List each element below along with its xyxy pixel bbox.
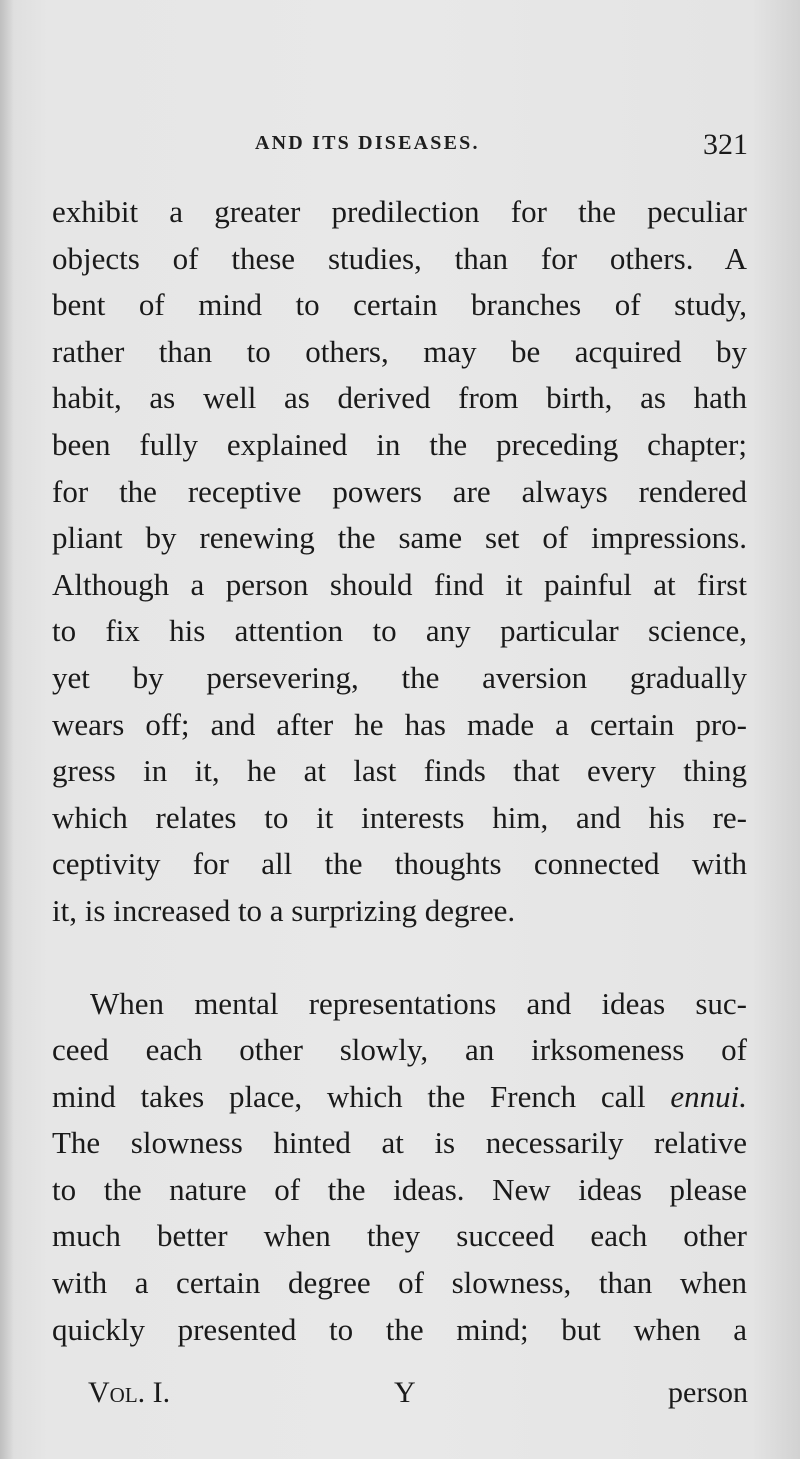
volume-mark: Vol. I. (88, 1376, 171, 1409)
text-line: gress in it, he at last finds that every thing (52, 753, 747, 789)
text-line: yet by persevering, the aversion gradually (52, 659, 747, 695)
text-line: much better when they succeed each other (52, 1218, 747, 1254)
paragraph-2 (52, 981, 747, 1354)
text-line: The slowness hinted at is necessarily relative (52, 1125, 747, 1161)
text-fragment: mind takes place, which the French call (52, 1078, 671, 1114)
text-line: objects of these studies, than for others. A (52, 240, 747, 276)
text-line: to fix his attention to any particular science, (52, 613, 747, 649)
text-line: ceed each other slowly, an irksomeness of (52, 1032, 747, 1068)
paragraph-1 (52, 189, 747, 935)
running-head-title: AND ITS DISEASES. (255, 132, 480, 154)
text-line: bent of mind to certain branches of study, (52, 287, 747, 323)
text-line: habit, as well as derived from birth, as hath (52, 380, 747, 416)
text-line: rather than to others, may be acquired by (52, 333, 747, 369)
text-line: pliant by renewing the same set of impressions. (52, 520, 747, 556)
italic-word: ennui. (670, 1078, 747, 1114)
text-line: ceptivity for all the thoughts connected with (52, 846, 747, 882)
paragraph-gap (52, 935, 747, 981)
body-text (52, 189, 747, 1353)
text-line: it, is increased to a surprizing degree. (52, 892, 516, 928)
text-line: with a certain degree of slowness, than when (52, 1265, 747, 1301)
text-line: which relates to it interests him, and his re- (52, 799, 747, 835)
text-line: wears off; and after he has made a certain pro- (52, 706, 747, 742)
text-line: for the receptive powers are always rendered (52, 473, 747, 509)
page-number: 321 (703, 128, 748, 161)
running-head (50, 128, 748, 168)
text-line: been fully explained in the preceding chapter; (52, 426, 747, 462)
text-line-with-italic (52, 1074, 747, 1121)
text-line: Although a person should find it painful at first (52, 566, 747, 602)
page-footer (88, 1376, 748, 1416)
text-line: exhibit a greater predilection for the peculiar (52, 194, 747, 229)
text-line: to the nature of the ideas. New ideas please (52, 1171, 747, 1207)
catchword: person (668, 1376, 748, 1409)
text-line: quickly presented to the mind; but when a (52, 1311, 747, 1347)
text-line: When mental representations and ideas suc- (90, 985, 747, 1021)
signature-mark: Y (394, 1376, 416, 1409)
